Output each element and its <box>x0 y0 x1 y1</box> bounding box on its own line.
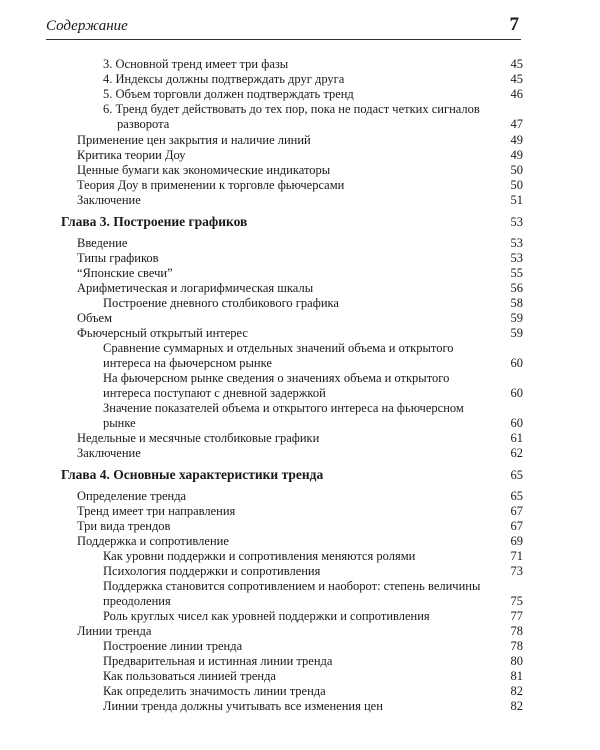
toc-page: 60 <box>510 416 523 430</box>
header-title: Содержание <box>46 18 128 34</box>
toc-page: 77 <box>510 609 523 623</box>
toc-page: 65 <box>510 489 523 503</box>
toc-page: 55 <box>510 266 523 280</box>
toc-page: 49 <box>510 133 523 147</box>
toc-page: 53 <box>510 236 523 250</box>
toc-page: 69 <box>510 534 523 548</box>
toc-page: 67 <box>510 504 523 518</box>
toc-page: 49 <box>510 148 523 162</box>
toc-page: 45 <box>510 57 523 71</box>
toc-page: 47 <box>510 117 523 131</box>
toc-page: 53 <box>510 251 523 265</box>
toc-page: 78 <box>510 639 523 653</box>
toc-page: 59 <box>510 311 523 325</box>
toc-page: 78 <box>510 624 523 638</box>
toc-page: 51 <box>510 193 523 207</box>
toc-page: 71 <box>510 549 523 563</box>
toc-page: 60 <box>510 386 523 400</box>
toc-page: 80 <box>510 654 523 668</box>
toc-page: 50 <box>510 178 523 192</box>
header-page-number: 7 <box>509 14 519 35</box>
toc-page: 50 <box>510 163 523 177</box>
toc-page: 82 <box>510 684 523 698</box>
toc-page: 82 <box>510 699 523 713</box>
toc-page: 45 <box>510 72 523 86</box>
toc-page: 67 <box>510 519 523 533</box>
toc-page: 75 <box>510 594 523 608</box>
toc-page: 81 <box>510 669 523 683</box>
toc-page: 58 <box>510 296 523 310</box>
toc-page: 65 <box>510 468 523 482</box>
toc-page: 59 <box>510 326 523 340</box>
toc-page: 53 <box>510 215 523 229</box>
toc-page: 61 <box>510 431 523 445</box>
toc-page: 56 <box>510 281 523 295</box>
toc-page: 62 <box>510 446 523 460</box>
toc-page: 46 <box>510 87 523 101</box>
page-header <box>46 14 521 40</box>
toc-page: 60 <box>510 356 523 370</box>
toc-page: 73 <box>510 564 523 578</box>
